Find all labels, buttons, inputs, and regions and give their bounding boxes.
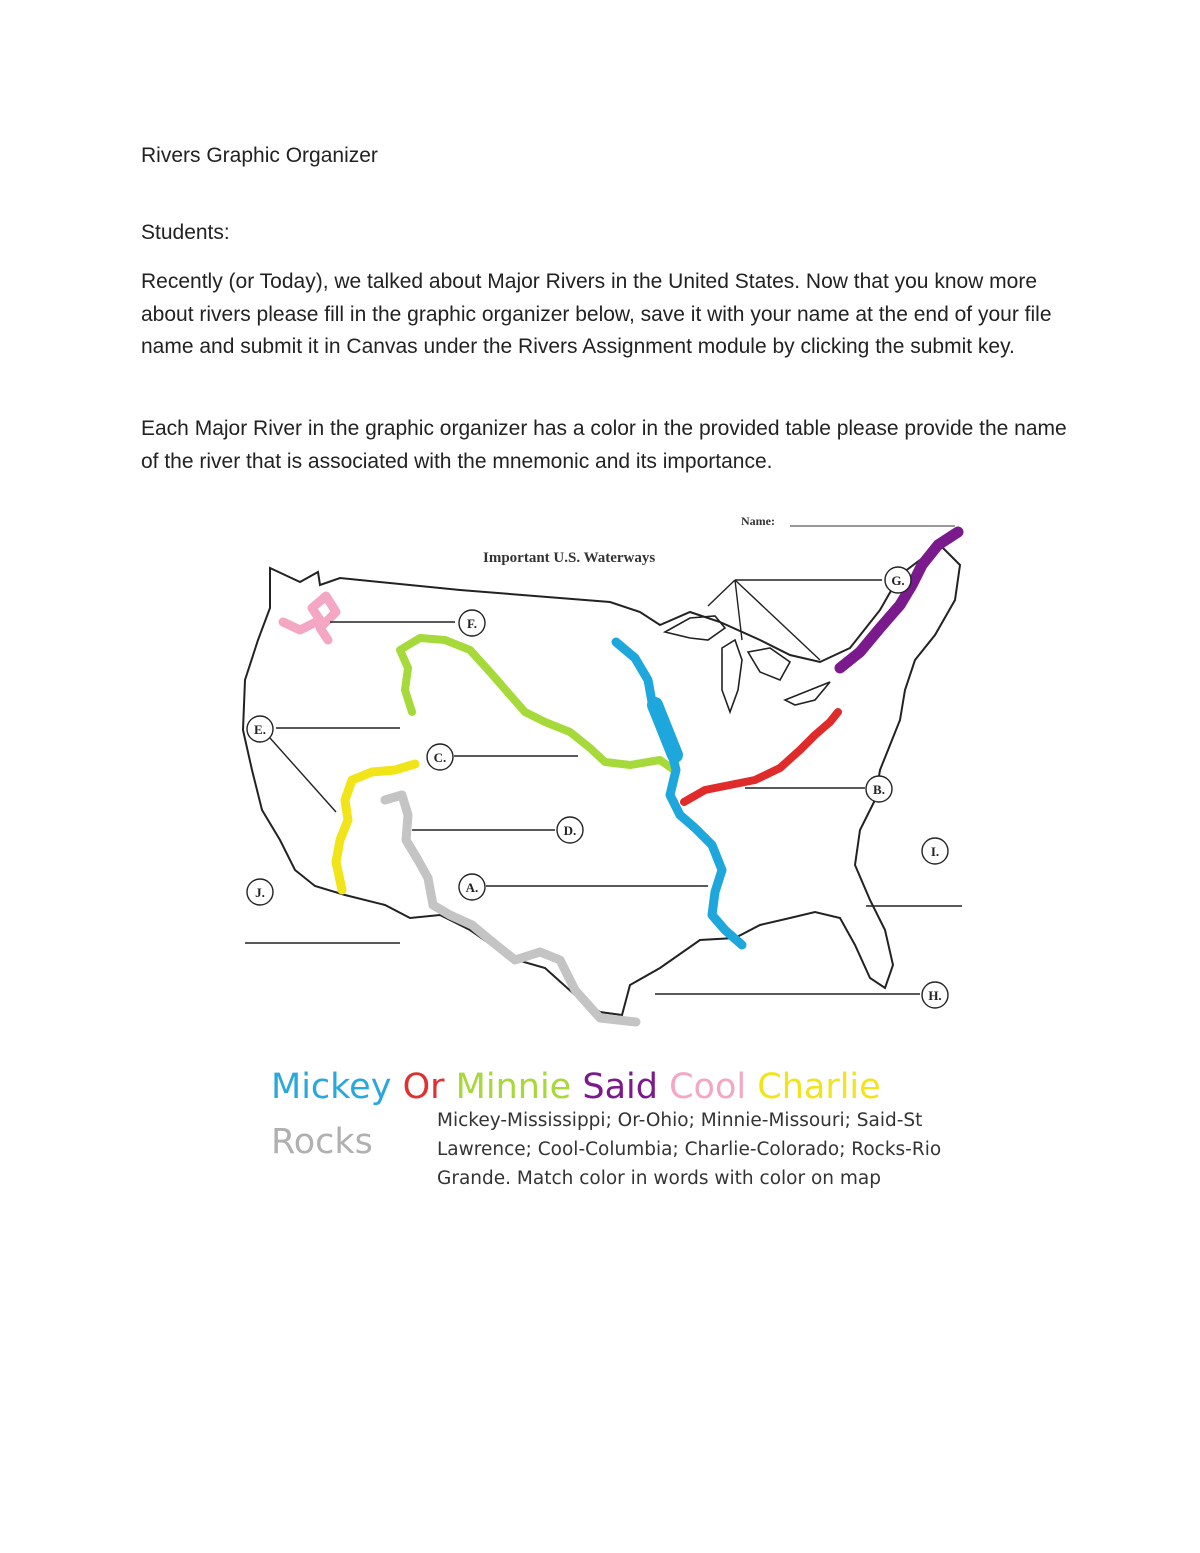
label-d: D.	[563, 823, 577, 838]
color-paragraph: Each Major River in the graphic organizer has a color in the provided table please provide the name of the river that is associated with the mnemonic and its importance.	[141, 417, 1067, 473]
st-lawrence-river	[840, 532, 958, 668]
rio-grande-river	[385, 795, 636, 1022]
mnemonic-word-mickey: Mickey	[271, 1067, 392, 1107]
greeting: Students:	[141, 221, 230, 244]
mnemonic-word-charlie: Charlie	[757, 1067, 881, 1107]
label-f: F.	[467, 616, 477, 631]
mnemonic-word-minnie: Minnie	[455, 1067, 572, 1107]
label-h: H.	[928, 988, 942, 1003]
great-lakes	[665, 616, 830, 712]
mississippi-river	[616, 642, 742, 945]
label-c: C.	[433, 750, 447, 765]
mnemonic-word-cool: Cool	[669, 1067, 747, 1107]
map-title: Important U.S. Waterways	[483, 550, 656, 566]
mnemonic-word-said: Said	[582, 1067, 658, 1107]
instructions-paragraph: Recently (or Today), we talked about Major Rivers in the United States. Now that you know more about rivers please fill in the graphic organizer below, save it with your name at the end of your file name and submit it in Canvas under the Rivers Assignment module by clicking the submit key.	[141, 270, 1052, 358]
label-a: A.	[465, 880, 479, 895]
name-label: Name:	[741, 514, 775, 528]
label-j: J.	[255, 885, 265, 900]
arrow-line-e2	[270, 738, 336, 812]
label-b: B.	[873, 782, 885, 797]
label-i: I.	[930, 844, 940, 859]
arrow-line-g2	[708, 580, 735, 606]
columbia-river	[283, 596, 336, 640]
document-title: Rivers Graphic Organizer	[141, 144, 378, 167]
mississippi-river-upper-band	[655, 705, 675, 755]
mnemonic-key: Mickey-Mississippi; Or-Ohio; Minnie-Missouri; Said-St Lawrence; Cool-Columbia; Charlie-Colorado; Rocks-Rio Grande. Match color in words with color on map	[437, 1110, 942, 1189]
us-waterways-map	[230, 505, 980, 1050]
mnemonic-word-or: Or	[402, 1067, 445, 1107]
label-g: G.	[891, 573, 905, 588]
mnemonic-word-rocks: Rocks	[271, 1122, 373, 1162]
label-e: E.	[254, 722, 266, 737]
mnemonic-phrase	[271, 1065, 881, 1109]
